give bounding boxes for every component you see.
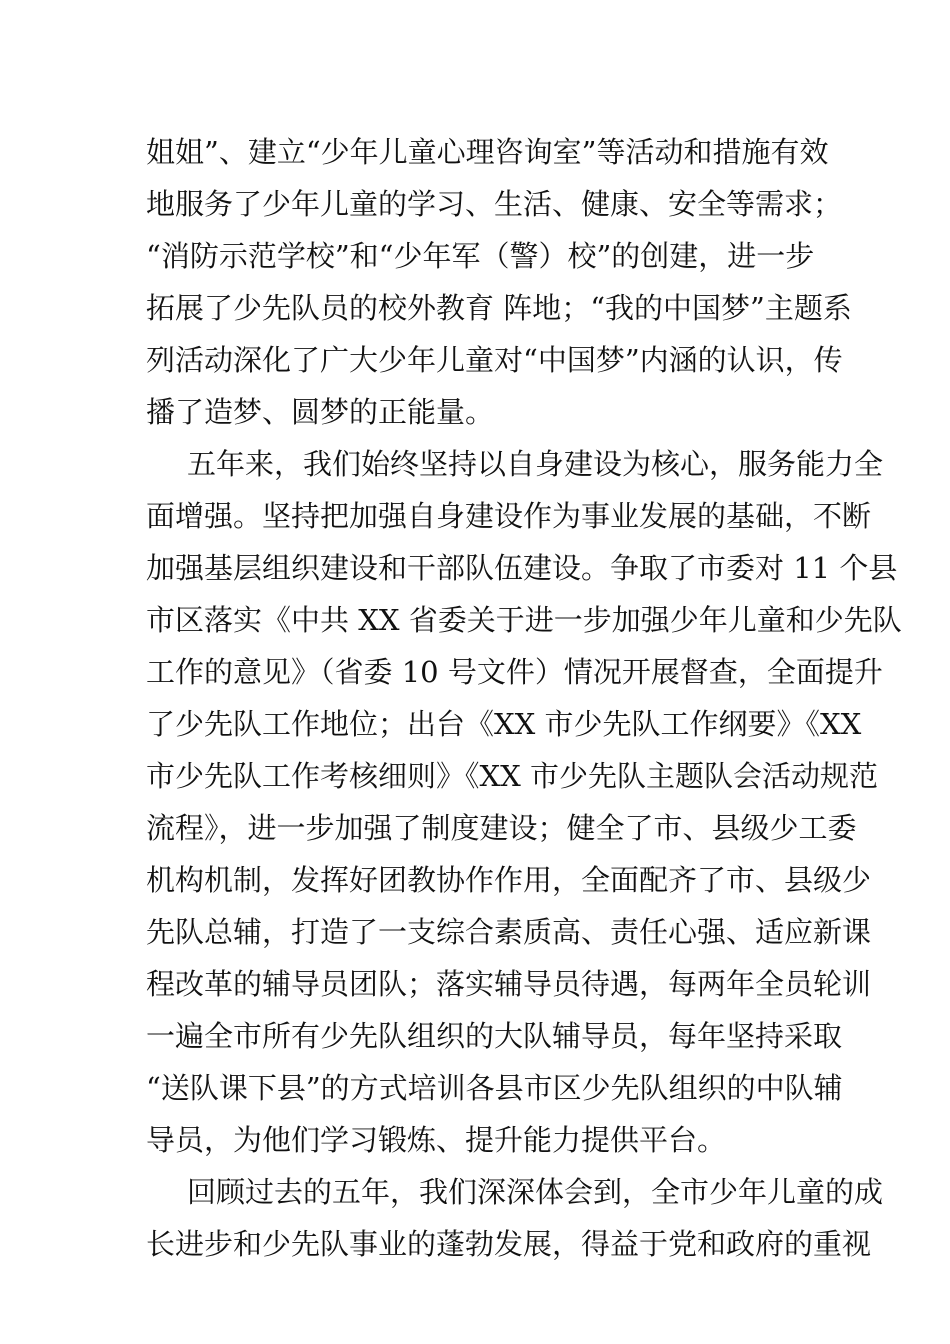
text-line: 一遍全市所有少先队组织的大队辅导员，每年坚持采取 — [146, 1019, 843, 1053]
paragraph-first-line: 五年来，我们始终坚持以自身建设为核心，服务能力全 — [187, 447, 884, 481]
text-line: 面增强。坚持把加强自身建设作为事业发展的基础，不断 — [146, 499, 872, 533]
text-line: 导员，为他们学习锻炼、提升能力提供平台。 — [146, 1123, 727, 1157]
text-line: 了少先队工作地位；出台《XX 市少先队工作纲要》《XX — [146, 707, 862, 741]
text-line: 长进步和少先队事业的蓬勃发展，得益于党和政府的重视 — [146, 1227, 872, 1261]
text-line: 列活动深化了广大少年儿童对“中国梦”内涵的认识，传 — [146, 343, 843, 377]
text-line: “消防示范学校”和“少年军（警）校”的创建，进一步 — [146, 239, 815, 273]
text-line: 工作的意见》（省委 10 号文件）情况开展督查，全面提升 — [146, 655, 883, 689]
text-line: 拓展了少先队员的校外教育 阵地；“我的中国梦”主题系 — [146, 291, 852, 325]
text-line: 机构机制，发挥好团教协作作用，全面配齐了市、县级少 — [146, 863, 872, 897]
text-line: 市区落实《中共 XX 省委关于进一步加强少年儿童和少先队 — [146, 603, 902, 637]
text-line: 程改革的辅导员团队；落实辅导员待遇，每两年全员轮训 — [146, 967, 872, 1001]
text-line: “送队课下县”的方式培训各县市区少先队组织的中队辅 — [146, 1071, 843, 1105]
text-line: 流程》，进一步加强了制度建设；健全了市、县级少工委 — [146, 811, 857, 845]
paragraph-first-line: 回顾过去的五年，我们深深体会到，全市少年儿童的成 — [187, 1175, 884, 1209]
text-line: 地服务了少年儿童的学习、生活、健康、安全等需求； — [146, 187, 843, 221]
text-line: 先队总辅，打造了一支综合素质高、责任心强、适应新课 — [146, 915, 872, 949]
text-line: 加强基层组织建设和干部队伍建设。争取了市委对 11 个县 — [146, 551, 898, 585]
text-line: 播了造梦、圆梦的正能量。 — [146, 395, 495, 429]
text-line: 姐姐”、建立“少年儿童心理咨询室”等活动和措施有效 — [146, 135, 829, 169]
text-line: 市少先队工作考核细则》《XX 市少先队主题队会活动规范 — [146, 759, 879, 793]
